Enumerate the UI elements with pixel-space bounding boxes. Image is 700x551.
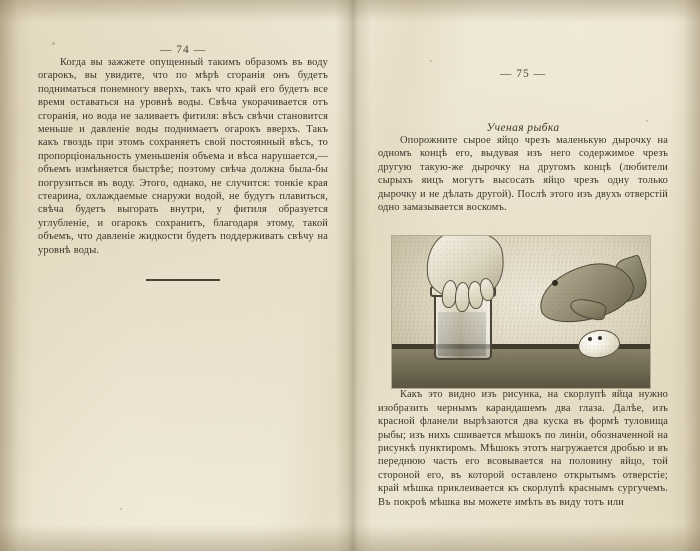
illustration-halftone-grain	[392, 236, 650, 388]
page-number-right: — 75 —	[499, 68, 547, 80]
left-page	[38, 0, 328, 551]
section-divider	[146, 279, 220, 281]
left-page-paragraph: Когда вы зажжете опущенный такимъ образомъ въ воду огарокъ, вы увидите, что по мѣрѣ сгоранія онъ будетъ подниматься понемногу вверхъ, такъ что край его будетъ все время оставаться на уровнѣ воды. Свѣча укорачивается отъ сгоранія, но вода не заливаетъ фитиля: вѣсъ свѣчи становится меньше и давленіе воды поднимаетъ огарокъ вверхъ. Такъ какъ гвоздь при этомъ сохраняетъ свой постоянный вѣсъ, то пропорціональность уменьшенія объема и вѣса нарушается,—объемъ измѣняется быстрѣе; поэтому свѣча должна была-бы погрузиться въ воду. Этого, однако, не случится: тонкіе края стеарина, охлаждаемые снаружи водой, не будутъ плавиться, свѣча будетъ выгорать внутри, у фитиля образуется углубленіе, и огарокъ сохранитъ, благодаря этому, такой объемъ, что давленіе жидкости будетъ поддерживать свѣчу на уровнѣ воды.	[38, 57, 328, 256]
page-edge-shadow-right	[670, 0, 700, 551]
book-gutter	[335, 0, 371, 551]
page-number-left: — 74 —	[159, 44, 207, 56]
section-heading: Ученая рыбка	[486, 122, 560, 134]
right-page	[378, 0, 668, 551]
right-page-paragraph-1: Опорожните сырое яйцо чрезъ маленькую дырочку на одномъ концѣ его, выдувая изъ него содержимое чрезъ другую такую-же дырочку на другомъ концѣ (любители сырыхъ яицъ могутъ высосать яйцо чрезъ одну только дырочку и не дѣлать другой). Послѣ этого изъ двухъ отверстій одно замазывается воскомъ.	[378, 135, 668, 214]
page-edge-shadow-left	[0, 0, 34, 551]
illustration-frame	[392, 236, 650, 388]
illustration	[392, 236, 650, 388]
right-page-paragraph-2: Какъ это видно изъ рисунка, на скорлупѣ яйца нужно изобразить чернымъ карандашемъ два глаза. Далѣе, изъ красной фланели вырѣзаются два куска въ формѣ туловища рыбы; изъ нихъ сшивается мѣшокъ по линіи, обозначенной на рисункѣ пунктиромъ. Мѣшокъ этотъ нагружается дробью и въ переднюю часть его всовывается на половину яйцо, той стороной его, въ которой оставлено открытымъ отверстіе; край мѣшка приклеивается къ скорлупѣ краснымъ сургучемъ. Въ покроѣ мѣшка вы можете имѣть въ виду тотъ или	[378, 389, 668, 508]
